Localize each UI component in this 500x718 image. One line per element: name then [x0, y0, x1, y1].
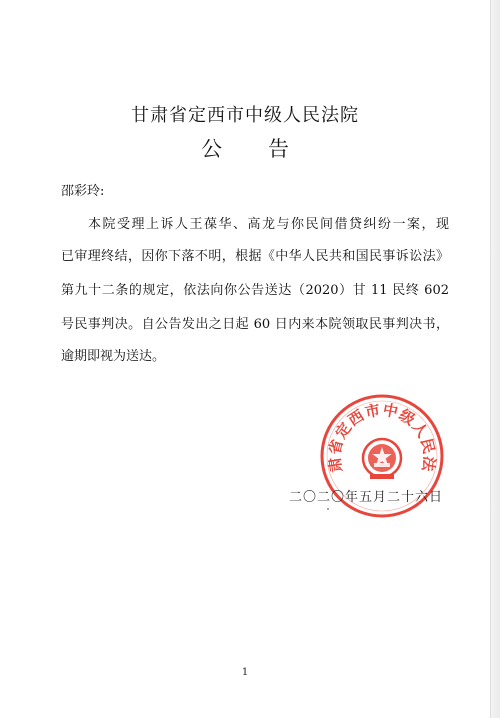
body-line-5: 逾期即视为送达。: [61, 349, 166, 364]
body-line-1: 本院受理上诉人王葆华、高龙与你民间借贷纠纷一案，现: [88, 217, 449, 232]
issue-date: 二〇二〇年五月二十六日: [289, 490, 444, 505]
stray-mark: [327, 508, 329, 510]
page-number: 1: [241, 667, 249, 678]
court-name-heading: 甘肃省定西市中级人民法院: [131, 105, 359, 126]
body-line-4: 号民事判决。自公告发出之日起 60 日内来本院领取民事判决书，: [61, 317, 449, 332]
body-line-3: 第九十二条的规定，依法向你公告送达（2020）甘 11 民终 602: [61, 283, 449, 298]
notice-title: 公告: [201, 137, 335, 161]
seal-text: 肃省定西市中级人民法: [325, 400, 439, 474]
national-emblem-icon: [363, 439, 401, 479]
body-line-2: 已审理终结，因你下落不明，根据《中华人民共和国民事诉讼法》: [61, 249, 449, 264]
page-edge: [490, 0, 500, 718]
addressee: 邵彩玲:: [61, 184, 105, 199]
